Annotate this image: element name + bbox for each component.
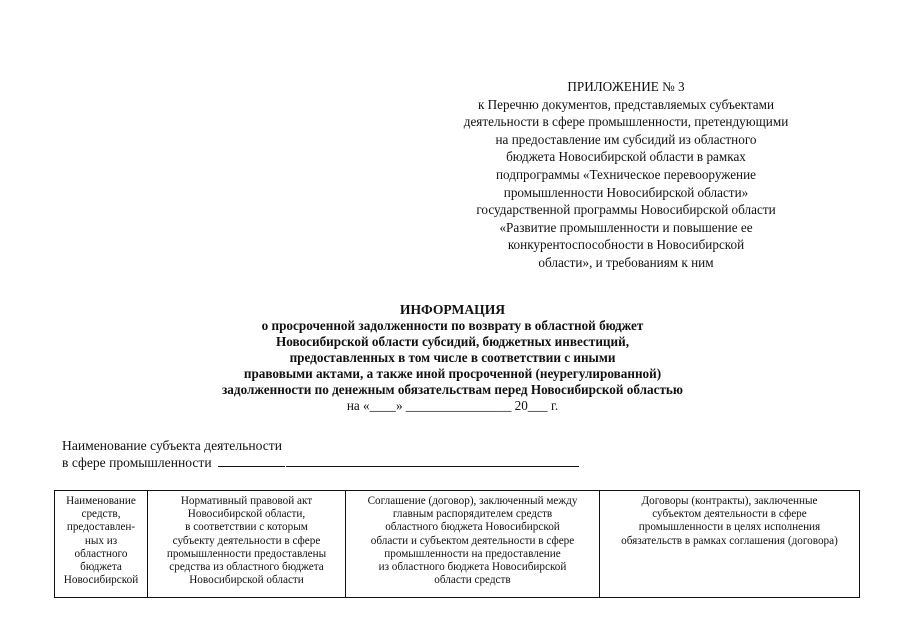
header-line: Соглашение (договор), заключенный между (367, 495, 578, 507)
header-line: обязательств в рамках соглашения (договора) (621, 534, 838, 547)
appendix-line: области», и требованиям к ним (538, 254, 714, 270)
header-line: промышленности в целях исполнения (638, 521, 821, 534)
header-line: промышленности предоставлены (166, 547, 327, 560)
header-line: субъекту деятельности в сфере (172, 534, 321, 547)
date-line: на «____» ________________ 20___ г. (346, 398, 559, 413)
document-subtitle-line: предоставленных в том числе в соответствии с иными (289, 350, 616, 365)
info-table (54, 490, 860, 598)
header-line: предоставлен- (66, 521, 136, 534)
document-subtitle-line: Новосибирской области субсидий, бюджетных инвестиций, (275, 334, 630, 349)
header-line: Новосибирской области (189, 574, 304, 587)
appendix-line: промышленности Новосибирской области» (503, 184, 749, 200)
subject-name-field (62, 437, 579, 471)
appendix-block (430, 78, 822, 272)
table-header-cell (55, 491, 148, 598)
subject-label-line1: Наименование субъекта деятельности (62, 438, 282, 453)
table-header-cell (148, 491, 346, 598)
document-subtitle-line: задолженности по денежным обязательствам перед Новосибирской областью (222, 382, 683, 397)
appendix-line: государственной программы Новосибирской области (476, 202, 776, 218)
appendix-heading: ПРИЛОЖЕНИЕ № 3 (567, 79, 685, 94)
table-header-row (55, 491, 860, 598)
document-title: ИНФОРМАЦИЯ (399, 302, 506, 317)
appendix-line: на предоставление им субсидий из областного (495, 131, 757, 147)
header-line: из областного бюджета Новосибирской (378, 561, 567, 574)
header-line: Нормативный правовой акт (180, 495, 313, 507)
document-subtitle-line: правовыми актами, а также иной просроченной (неурегулированной) (243, 366, 662, 381)
subject-label-line2: в сфере промышленности (62, 455, 212, 470)
document-subtitle-line: о просроченной задолженности по возврату в областной бюджет (261, 318, 644, 333)
header-line: главным распорядителем средств (392, 508, 553, 521)
header-line: ных из (84, 534, 118, 547)
blank-underline (218, 454, 285, 467)
header-line: в соответствии с которым (185, 521, 308, 534)
blank-underline (286, 454, 579, 467)
header-line: Новосибирской области, (187, 508, 306, 521)
header-line: Договоры (контракты), заключенные (641, 495, 818, 507)
header-line: субъектом деятельности в сфере (652, 508, 807, 521)
appendix-line: бюджета Новосибирской области в рамках (506, 149, 746, 165)
table-header-cell (346, 491, 600, 598)
header-line: бюджета (80, 561, 122, 574)
header-line: Новосибирской (63, 574, 139, 587)
appendix-line: «Развитие промышленности и повышение ее (499, 219, 753, 235)
header-line: Наименование (66, 495, 136, 507)
information-heading-block (150, 302, 755, 414)
header-line: средств, (81, 508, 121, 521)
header-line: области средств (434, 574, 511, 587)
header-line: области и субъектом деятельности в сфере (370, 534, 575, 547)
header-line: областного бюджета Новосибирской (385, 521, 560, 534)
header-line: областного (74, 547, 128, 560)
appendix-line: конкурентоспособности в Новосибирской (507, 237, 745, 253)
table-header-cell (600, 491, 860, 598)
header-line: промышленности на предоставление (384, 547, 561, 560)
appendix-line: подпрограммы «Техническое перевооружение (495, 166, 757, 182)
subject-label-line2-row (62, 454, 579, 471)
header-line: средства из областного бюджета (169, 561, 324, 574)
appendix-line: деятельности в сфере промышленности, претендующими (463, 114, 789, 130)
appendix-line: к Перечню документов, представляемых субъектами (477, 96, 775, 112)
